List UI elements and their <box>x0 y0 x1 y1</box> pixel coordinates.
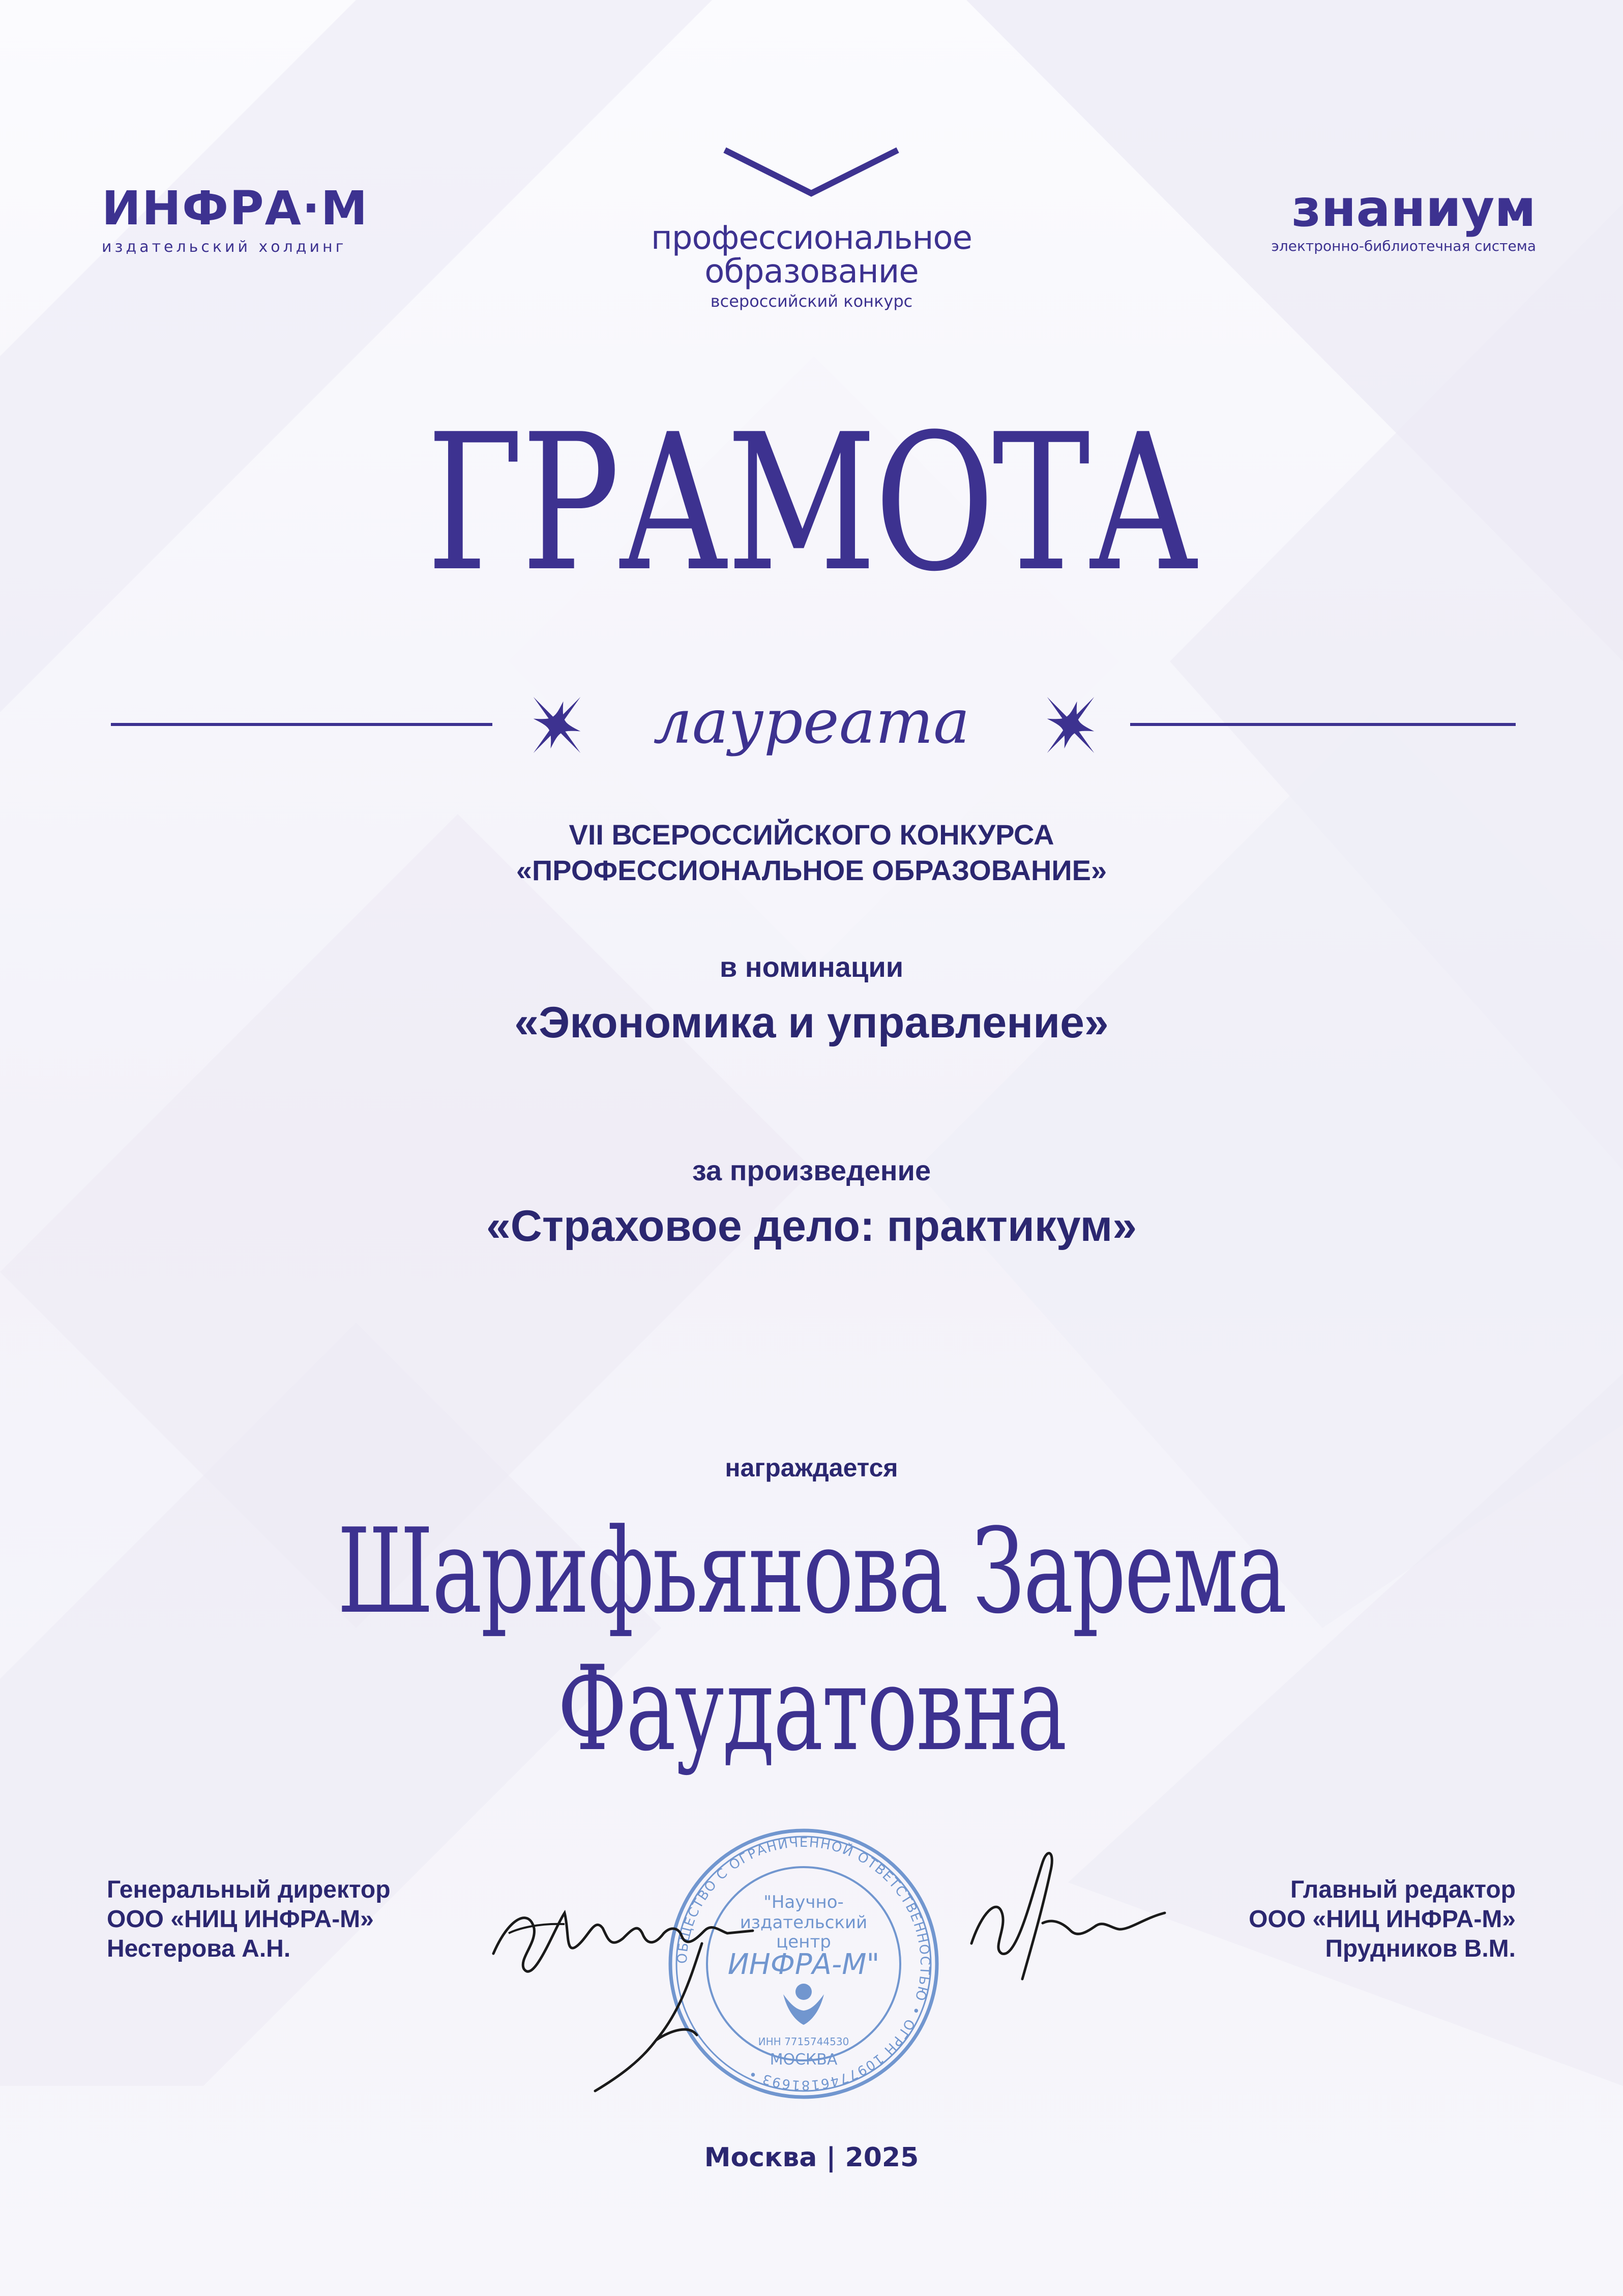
contest-logo-line2: образование <box>704 253 919 290</box>
recipient-name-line1: Шарифьянова Зарема <box>337 1504 1286 1640</box>
right-handwritten-signature <box>961 1821 1175 2004</box>
certificate-title: ГРАМОТА <box>426 394 1197 613</box>
stamp-inner-line1: "Научно- <box>763 1892 844 1912</box>
certificate-subtitle: лауреата <box>653 687 970 758</box>
left-signatory-org: ООО «НИЦ ИНФРА-М» <box>107 1906 374 1933</box>
left-signatory-title: Генеральный директор <box>107 1876 391 1903</box>
stamp-city: МОСКВА <box>770 2051 838 2069</box>
right-signatory-org: ООО «НИЦ ИНФРА-М» <box>1249 1906 1516 1933</box>
contest-line-1: VII ВСЕРОССИЙСКОГО КОНКУРСА <box>569 819 1054 851</box>
left-signatory-name: Нестерова А.Н. <box>107 1935 291 1962</box>
work-label: за произведение <box>692 1154 931 1186</box>
work-value: «Страховое дело: практикум» <box>486 1202 1137 1251</box>
znanium-logo-name: знаниум <box>1291 179 1536 238</box>
left-handwritten-signature <box>488 1842 819 2106</box>
contest-logo-tagline: всероссийский конкурс <box>710 292 913 311</box>
right-signatory-title: Главный редактор <box>1290 1876 1516 1903</box>
stamp-inner-name: ИНФРА-М" <box>727 1948 880 1981</box>
contest-line-2: «ПРОФЕССИОНАЛЬНОЕ ОБРАЗОВАНИЕ» <box>516 854 1107 886</box>
left-signatory <box>107 1875 463 1964</box>
right-signatory-name: Прудников В.М. <box>1325 1935 1516 1962</box>
nomination-label: в номинации <box>719 951 904 983</box>
stamp-inner-line2: издательский <box>740 1912 868 1933</box>
right-signatory <box>1160 1875 1516 1964</box>
nomination-value: «Экономика и управление» <box>514 998 1109 1047</box>
znanium-logo <box>1211 181 1536 254</box>
contest-logo-line1: профессиональное <box>651 219 972 257</box>
footer-city-year: Москва | 2025 <box>704 2142 919 2173</box>
znanium-logo-tagline: электронно-библиотечная система <box>1271 238 1536 254</box>
infra-m-logo-name: ИНФРА·М <box>102 181 369 236</box>
infra-m-logo-tagline: издательский холдинг <box>102 238 347 256</box>
recipient-name-line2: Фаудатовна <box>557 1641 1066 1777</box>
awarded-label: награждается <box>725 1454 898 1482</box>
stamp-inner-line3: центр <box>776 1932 831 1952</box>
stamp-outer-text: ОБЩЕСТВО С ОГРАНИЧЕННОЙ ОТВЕТСТВЕННОСТЬЮ • ОГРН 1097746181693 • <box>674 1835 933 2093</box>
chevron-logo-icon <box>720 145 903 201</box>
stamp-inn: ИНН 7715744530 <box>758 2036 849 2048</box>
